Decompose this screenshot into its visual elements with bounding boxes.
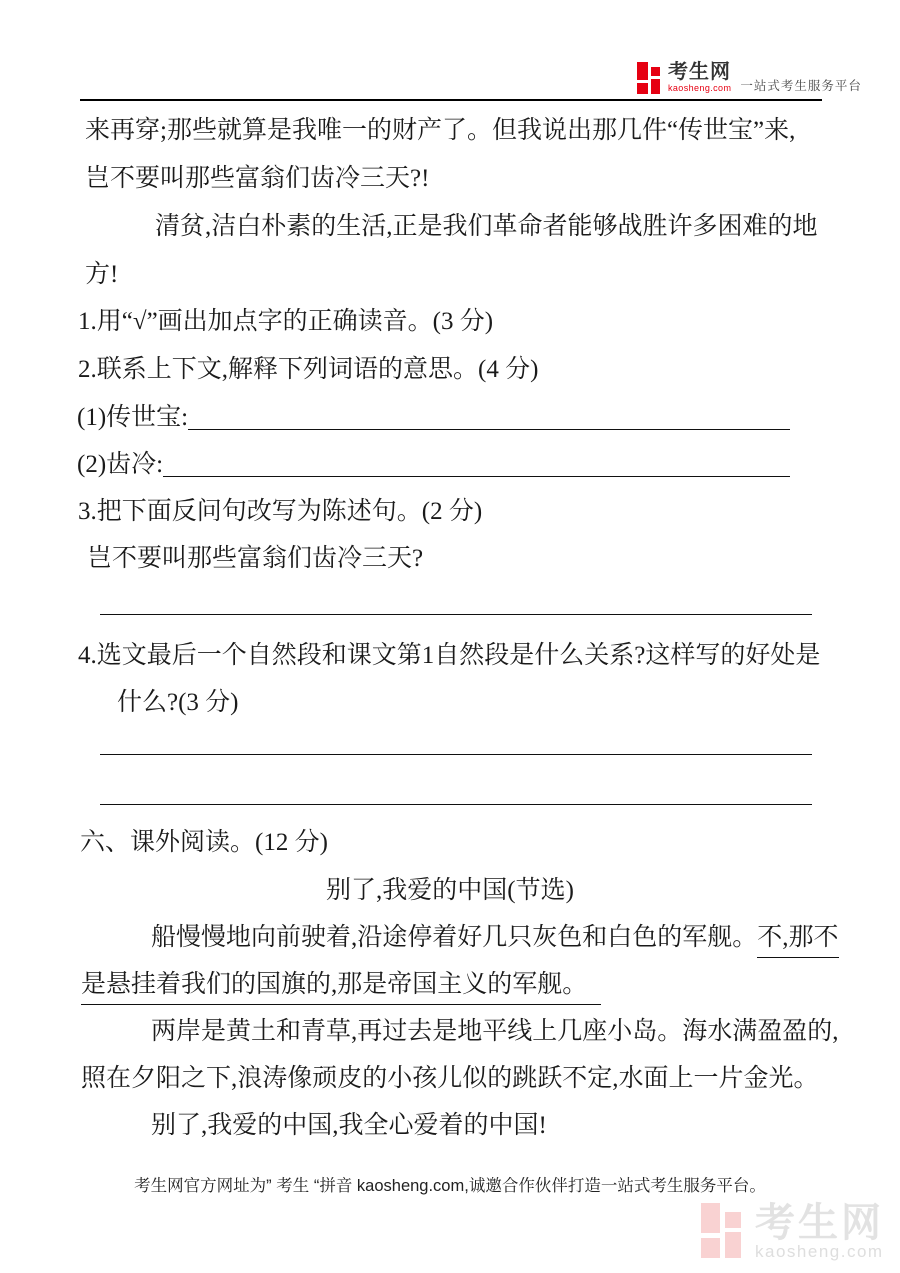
question-2-item-1 xyxy=(77,403,790,433)
kaosheng-watermark xyxy=(701,1203,884,1261)
watermark-domain: kaosheng.com xyxy=(755,1242,884,1261)
answer-blank-line xyxy=(100,804,812,805)
question-4-line-2: 什么?(3 分) xyxy=(117,689,239,716)
passage-line: 岂不要叫那些富翁们齿冷三天?! xyxy=(85,165,430,192)
question-2-item-1-label: (1)传世宝: xyxy=(77,404,189,431)
reading-paragraph-2-line-2: 照在夕阳之下,浪涛像顽皮的小孩儿似的跳跃不定,水面上一片金光。 xyxy=(81,1065,819,1092)
question-2: 2.联系上下文,解释下列词语的意思。(4 分) xyxy=(78,356,539,383)
reading-p1-underlined-text: 不,那不 xyxy=(757,924,838,958)
question-2-item-2-label: (2)齿冷: xyxy=(77,451,164,478)
kaosheng-logo xyxy=(637,62,862,94)
passage-line: 清贫,洁白朴素的生活,正是我们革命者能够战胜许多困难的地 xyxy=(155,213,818,240)
question-3: 3.把下面反问句改写为陈述句。(2 分) xyxy=(78,498,483,525)
logo-brand-name: 考生网 xyxy=(668,61,731,83)
passage-line: 来再穿;那些就算是我唯一的财产了。但我说出那几件“传世宝”来, xyxy=(85,117,796,144)
passage-line: 方! xyxy=(85,261,119,288)
section-heading: 六、课外阅读。(12 分) xyxy=(80,829,328,856)
answer-blank-line xyxy=(163,476,790,477)
answer-blank-line xyxy=(100,614,812,615)
footer-note: 考生网官方网址为” 考生 “拼音 kaosheng.com,诚邀合作伙伴打造一站式考生服务平台。 xyxy=(134,1177,766,1195)
logo-domain: kaosheng.com xyxy=(668,83,732,93)
reading-p1-normal-text: 船慢慢地向前驶着,沿途停着好几只灰色和白色的军舰。 xyxy=(151,924,758,951)
reading-p1-underlined-text: 是悬挂着我们的国旗的,那是帝国主义的军舰。 xyxy=(81,971,601,1005)
question-2-item-2 xyxy=(77,450,790,480)
logo-tagline: 一站式考生服务平台 xyxy=(740,79,862,93)
question-4-line-1: 4.选文最后一个自然段和课文第1自然段是什么关系?这样写的好处是 xyxy=(78,642,821,669)
answer-blank-line xyxy=(188,429,790,430)
question-1: 1.用“√”画出加点字的正确读音。(3 分) xyxy=(78,308,494,335)
reading-title: 别了,我爱的中国(节选) xyxy=(326,877,574,904)
answer-blank-line xyxy=(100,754,812,755)
reading-paragraph-1-line-2 xyxy=(81,970,601,1000)
reading-paragraph-2-line-1: 两岸是黄土和青草,再过去是地平线上几座小岛。海水满盈盈的, xyxy=(151,1018,839,1045)
question-3-sentence: 岂不要叫那些富翁们齿冷三天? xyxy=(87,545,424,572)
watermark-brand-name: 考生网 xyxy=(755,1201,884,1245)
kaosheng-watermark-icon xyxy=(701,1203,747,1258)
kaosheng-logo-icon xyxy=(637,62,663,94)
header-divider xyxy=(80,99,822,101)
reading-paragraph-3: 别了,我爱的中国,我全心爱着的中国! xyxy=(151,1112,547,1139)
reading-paragraph-1-line-1 xyxy=(85,923,839,953)
